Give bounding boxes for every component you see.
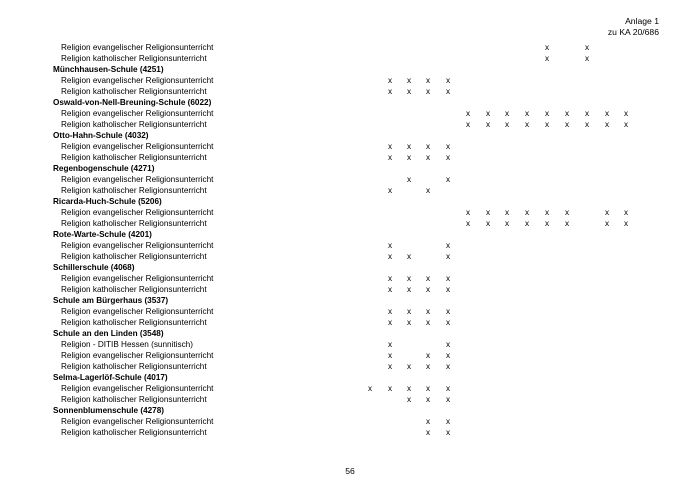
x-mark: x [387, 241, 393, 250]
x-mark: x [425, 351, 431, 360]
x-mark: x [485, 219, 491, 228]
x-mark: x [604, 219, 610, 228]
x-mark: x [406, 395, 412, 404]
school-name: Selma-Lagerlöf-Schule (4017) [53, 373, 168, 382]
x-mark: x [465, 208, 471, 217]
school-name: Schillerschule (4068) [53, 263, 135, 272]
x-mark: x [445, 285, 451, 294]
subject-row [0, 174, 700, 185]
school-heading-row [0, 295, 700, 306]
x-mark: x [425, 417, 431, 426]
subject-label: Religion katholischer Religionsunterricht [61, 318, 207, 327]
subject-row [0, 284, 700, 295]
x-mark: x [504, 208, 510, 217]
x-mark: x [544, 54, 550, 63]
school-name: Otto-Hahn-Schule (4032) [53, 131, 149, 140]
x-mark: x [564, 120, 570, 129]
x-mark: x [387, 76, 393, 85]
subject-row [0, 42, 700, 53]
subject-row [0, 152, 700, 163]
x-mark: x [445, 142, 451, 151]
x-mark: x [524, 109, 530, 118]
x-mark: x [445, 241, 451, 250]
subject-label: Religion evangelischer Religionsunterricht [61, 142, 214, 151]
x-mark: x [445, 384, 451, 393]
header-attachment: Anlage 1 [625, 16, 659, 26]
x-mark: x [406, 384, 412, 393]
x-mark: x [544, 219, 550, 228]
school-heading-row [0, 196, 700, 207]
school-name: Regenbogenschule (4271) [53, 164, 155, 173]
x-mark: x [465, 109, 471, 118]
x-mark: x [445, 340, 451, 349]
school-heading-row [0, 130, 700, 141]
subject-row [0, 273, 700, 284]
x-mark: x [387, 351, 393, 360]
x-mark: x [564, 219, 570, 228]
x-mark: x [544, 43, 550, 52]
x-mark: x [445, 307, 451, 316]
x-mark: x [387, 340, 393, 349]
x-mark: x [504, 120, 510, 129]
x-mark: x [387, 318, 393, 327]
x-mark: x [425, 318, 431, 327]
school-heading-row [0, 328, 700, 339]
x-mark: x [425, 428, 431, 437]
school-name: Ricarda-Huch-Schule (5206) [53, 197, 162, 206]
x-mark: x [445, 175, 451, 184]
x-mark: x [445, 87, 451, 96]
x-mark: x [524, 219, 530, 228]
x-mark: x [425, 274, 431, 283]
x-mark: x [504, 109, 510, 118]
subject-row [0, 416, 700, 427]
x-mark: x [584, 43, 590, 52]
x-mark: x [406, 307, 412, 316]
school-name: Schule an den Linden (3548) [53, 329, 164, 338]
school-religion-table [0, 42, 700, 438]
subject-row [0, 108, 700, 119]
x-mark: x [387, 384, 393, 393]
x-mark: x [604, 120, 610, 129]
subject-row [0, 53, 700, 64]
x-mark: x [445, 274, 451, 283]
subject-row [0, 394, 700, 405]
x-mark: x [406, 318, 412, 327]
subject-row [0, 185, 700, 196]
x-mark: x [485, 208, 491, 217]
x-mark: x [445, 76, 451, 85]
x-mark: x [367, 384, 373, 393]
subject-row [0, 86, 700, 97]
subject-label: Religion evangelischer Religionsunterricht [61, 175, 214, 184]
x-mark: x [406, 142, 412, 151]
subject-row [0, 207, 700, 218]
document-header [608, 16, 659, 38]
x-mark: x [445, 417, 451, 426]
x-mark: x [387, 186, 393, 195]
school-heading-row [0, 229, 700, 240]
x-mark: x [425, 285, 431, 294]
x-mark: x [445, 318, 451, 327]
x-mark: x [387, 274, 393, 283]
school-name: Rote-Warte-Schule (4201) [53, 230, 152, 239]
school-name: Münchhausen-Schule (4251) [53, 65, 164, 74]
subject-label: Religion katholischer Religionsunterricht [61, 186, 207, 195]
subject-row [0, 218, 700, 229]
subject-row [0, 119, 700, 130]
school-heading-row [0, 97, 700, 108]
subject-label: Religion katholischer Religionsunterricht [61, 120, 207, 129]
x-mark: x [623, 120, 629, 129]
x-mark: x [485, 120, 491, 129]
x-mark: x [406, 87, 412, 96]
x-mark: x [623, 109, 629, 118]
subject-label: Religion evangelischer Religionsunterricht [61, 76, 214, 85]
subject-row [0, 350, 700, 361]
subject-row [0, 427, 700, 438]
subject-label: Religion - DITIB Hessen (sunnitisch) [61, 340, 193, 349]
x-mark: x [406, 175, 412, 184]
x-mark: x [425, 87, 431, 96]
school-name: Oswald-von-Nell-Breuning-Schule (6022) [53, 98, 212, 107]
subject-label: Religion katholischer Religionsunterricht [61, 252, 207, 261]
x-mark: x [425, 384, 431, 393]
subject-label: Religion evangelischer Religionsunterricht [61, 351, 214, 360]
x-mark: x [544, 109, 550, 118]
x-mark: x [623, 208, 629, 217]
x-mark: x [406, 76, 412, 85]
subject-label: Religion katholischer Religionsunterricht [61, 428, 207, 437]
x-mark: x [584, 120, 590, 129]
x-mark: x [623, 219, 629, 228]
subject-label: Religion katholischer Religionsunterricht [61, 153, 207, 162]
subject-label: Religion katholischer Religionsunterricht [61, 362, 207, 371]
subject-label: Religion evangelischer Religionsunterricht [61, 307, 214, 316]
x-mark: x [604, 109, 610, 118]
subject-label: Religion katholischer Religionsunterricht [61, 285, 207, 294]
subject-label: Religion katholischer Religionsunterricht [61, 54, 207, 63]
x-mark: x [524, 120, 530, 129]
x-mark: x [544, 120, 550, 129]
x-mark: x [425, 153, 431, 162]
x-mark: x [387, 285, 393, 294]
x-mark: x [504, 219, 510, 228]
x-mark: x [564, 208, 570, 217]
x-mark: x [387, 307, 393, 316]
subject-row [0, 75, 700, 86]
subject-row [0, 339, 700, 350]
x-mark: x [406, 274, 412, 283]
x-mark: x [465, 219, 471, 228]
x-mark: x [425, 76, 431, 85]
x-mark: x [485, 109, 491, 118]
x-mark: x [425, 186, 431, 195]
x-mark: x [387, 87, 393, 96]
school-heading-row [0, 262, 700, 273]
school-heading-row [0, 64, 700, 75]
subject-label: Religion evangelischer Religionsunterricht [61, 241, 214, 250]
subject-label: Religion evangelischer Religionsunterricht [61, 274, 214, 283]
x-mark: x [445, 351, 451, 360]
x-mark: x [425, 307, 431, 316]
school-heading-row [0, 163, 700, 174]
subject-label: Religion katholischer Religionsunterricht [61, 87, 207, 96]
subject-row [0, 251, 700, 262]
x-mark: x [406, 252, 412, 261]
x-mark: x [445, 252, 451, 261]
x-mark: x [465, 120, 471, 129]
subject-row [0, 317, 700, 328]
x-mark: x [584, 109, 590, 118]
subject-label: Religion katholischer Religionsunterricht [61, 395, 207, 404]
school-name: Schule am Bürgerhaus (3537) [53, 296, 169, 305]
subject-row [0, 361, 700, 372]
x-mark: x [445, 428, 451, 437]
x-mark: x [406, 153, 412, 162]
page-number: 56 [345, 466, 355, 476]
x-mark: x [564, 109, 570, 118]
subject-label: Religion evangelischer Religionsunterricht [61, 384, 214, 393]
school-heading-row [0, 405, 700, 416]
subject-label: Religion evangelischer Religionsunterricht [61, 109, 214, 118]
x-mark: x [604, 208, 610, 217]
school-heading-row [0, 372, 700, 383]
x-mark: x [445, 395, 451, 404]
x-mark: x [524, 208, 530, 217]
x-mark: x [544, 208, 550, 217]
x-mark: x [445, 153, 451, 162]
x-mark: x [387, 153, 393, 162]
subject-row [0, 240, 700, 251]
subject-label: Religion evangelischer Religionsunterricht [61, 43, 214, 52]
x-mark: x [406, 362, 412, 371]
x-mark: x [387, 142, 393, 151]
x-mark: x [406, 285, 412, 294]
subject-label: Religion evangelischer Religionsunterricht [61, 417, 214, 426]
subject-label: Religion evangelischer Religionsunterricht [61, 208, 214, 217]
school-name: Sonnenblumenschule (4278) [53, 406, 165, 415]
subject-row [0, 306, 700, 317]
header-reference: zu KA 20/686 [607, 27, 659, 37]
x-mark: x [445, 362, 451, 371]
x-mark: x [584, 54, 590, 63]
x-mark: x [425, 362, 431, 371]
subject-row [0, 383, 700, 394]
subject-label: Religion katholischer Religionsunterricht [61, 219, 207, 228]
subject-row [0, 141, 700, 152]
x-mark: x [425, 142, 431, 151]
x-mark: x [425, 395, 431, 404]
x-mark: x [387, 362, 393, 371]
x-mark: x [387, 252, 393, 261]
